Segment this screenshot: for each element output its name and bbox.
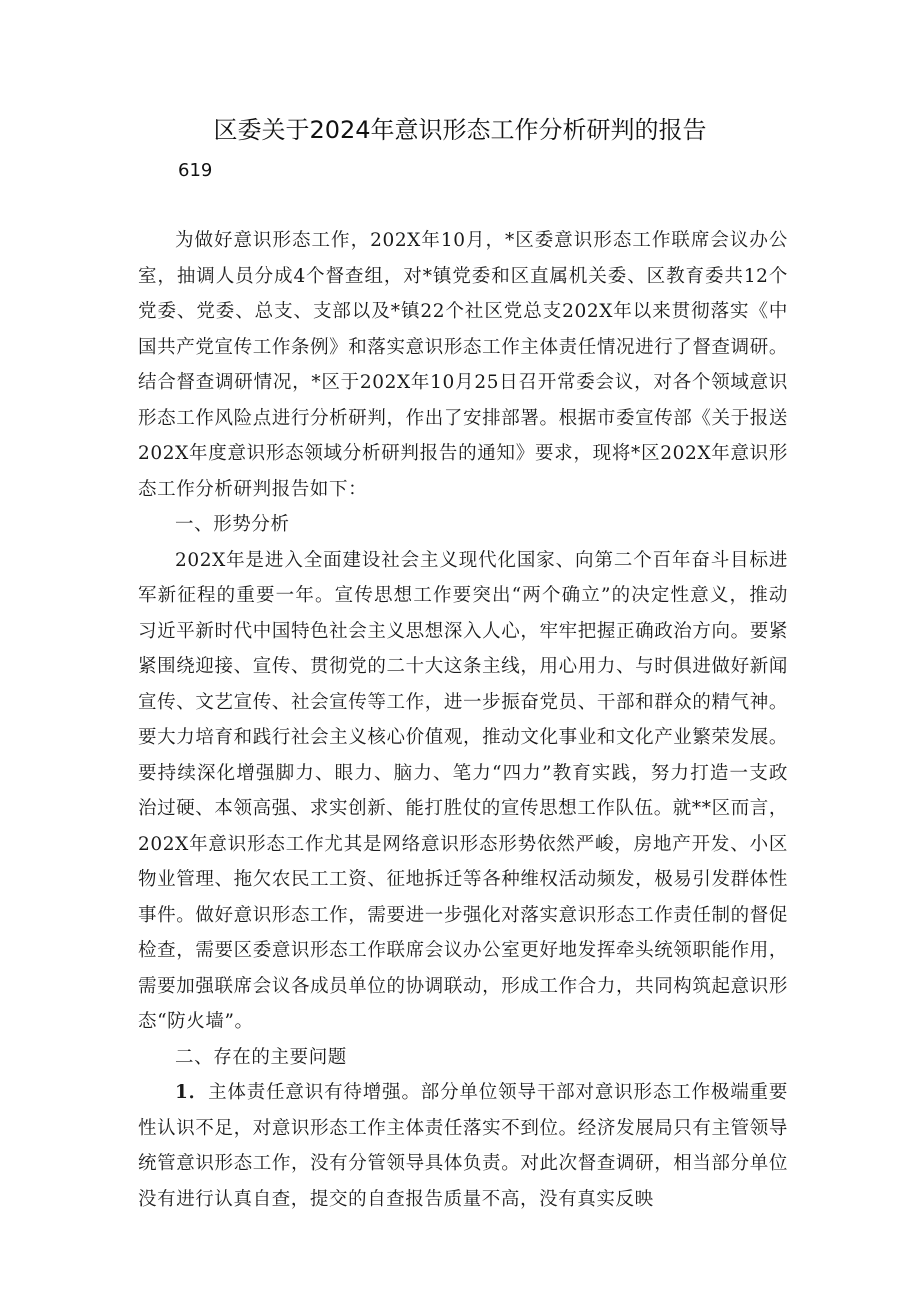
section-heading-problems: 二、存在的主要问题 (175, 1046, 347, 1068)
intro-paragraph: 为做好意识形态工作，202X年10月，*区委意识形态工作联席会议办公室，抽调人员分成4个督查组，对*镇党委和区直属机关委、区教育委共12个党委、党委、总支、支部以及*镇22个社区党总支202X年以来贯彻落实《中国共产党宣传工作条例》和落实意识形态工作主体责任情况进行了督查调研。结合督查调研情况，*区于202X年10月25日召开常委会议，对各个领域意识形态工作风险点进行分析研判，作出了安排部署。根据市委宣传部《关于报送202X年度意识形态领域分析研判报告的通知》要求，现将*区202X年意识形态工作分析研判报告如下： (138, 230, 788, 500)
document-title: 区委关于2024年意识形态工作分析研判的报告 (213, 116, 707, 144)
section-heading-situation: 一、形势分析 (175, 514, 290, 535)
document-number: 619 (178, 160, 213, 181)
problem-item-1-number: 1． (175, 1082, 209, 1103)
document-body (138, 223, 788, 1217)
problem-item-1 (138, 1075, 788, 1217)
problem-item-1-text: 主体责任意识有待增强。部分单位领导干部对意识形态工作极端重要性认识不足，对意识形态工作主体责任落实不到位。经济发展局只有主管领导统管意识形态工作，没有分管领导具体负责。对此次督查调研，相当部分单位没有进行认真自查，提交的自查报告质量不高，没有真实反映 (138, 1082, 788, 1210)
situation-paragraph: 202X年是进入全面建设社会主义现代化国家、向第二个百年奋斗目标进军新征程的重要一年。宣传思想工作要突出“两个确立”的决定性意义，推动习近平新时代中国特色社会主义思想深入人心，牢牢把握正确政治方向。要紧紧围绕迎接、宣传、贯彻党的二十大这条主线，用心用力、与时俱进做好新闻宣传、文艺宣传、社会宣传等工作，进一步振奋党员、干部和群众的精气神。要大力培育和践行社会主义核心价值观，推动文化事业和文化产业繁荣发展。要持续深化增强脚力、眼力、脑力、笔力“四力”教育实践，努力打造一支政治过硬、本领高强、求实创新、能打胜仗的宣传思想工作队伍。就**区而言，202X年意识形态工作尤其是网络意识形态形势依然严峻，房地产开发、小区物业管理、拖欠农民工工资、征地拆迁等各种维权活动频发，极易引发群体性事件。做好意识形态工作，需要进一步强化对落实意识形态工作责任制的督促检查，需要区委意识形态工作联席会议办公室更好地发挥牵头统领职能作用，需要加强联席会议各成员单位的协调联动，形成工作合力，共同构筑起意识形态“防火墙”。 (138, 549, 789, 1032)
